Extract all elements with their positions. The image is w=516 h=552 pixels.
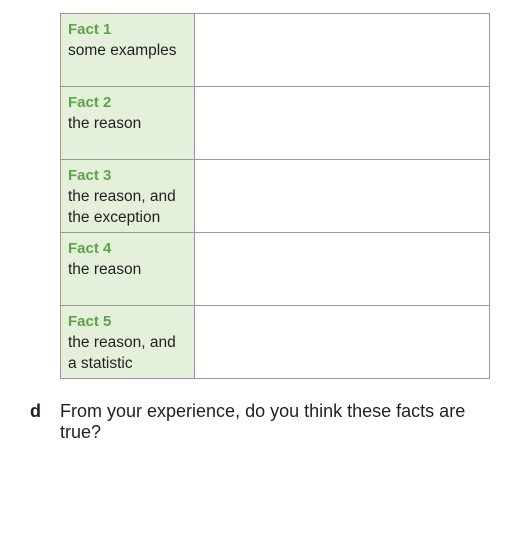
fact-answer-cell[interactable] — [195, 87, 490, 160]
fact-title: Fact 5 — [68, 313, 112, 330]
fact-description: the reason — [68, 261, 142, 278]
table-row — [61, 87, 490, 160]
fact-description: some examples — [68, 42, 177, 59]
fact-label-cell — [61, 14, 195, 87]
table-row — [61, 306, 490, 379]
fact-description: the reason, and the exception — [68, 188, 176, 226]
fact-description: the reason — [68, 115, 142, 132]
fact-title: Fact 3 — [68, 167, 112, 184]
question-d — [30, 401, 500, 443]
fact-description: the reason, and a statistic — [68, 334, 176, 372]
table-row — [61, 14, 490, 87]
fact-title: Fact 4 — [68, 240, 112, 257]
fact-label-cell — [61, 87, 195, 160]
question-letter: d — [30, 401, 41, 421]
table-row — [61, 233, 490, 306]
question-text: From your experience, do you think these facts are true? — [60, 401, 466, 442]
facts-table — [60, 13, 490, 379]
fact-label-cell — [61, 160, 195, 233]
fact-label-cell — [61, 306, 195, 379]
fact-answer-cell[interactable] — [195, 306, 490, 379]
table-row — [61, 160, 490, 233]
fact-answer-cell[interactable] — [195, 160, 490, 233]
fact-title: Fact 1 — [68, 21, 112, 38]
fact-title: Fact 2 — [68, 94, 112, 111]
fact-answer-cell[interactable] — [195, 14, 490, 87]
fact-label-cell — [61, 233, 195, 306]
fact-answer-cell[interactable] — [195, 233, 490, 306]
